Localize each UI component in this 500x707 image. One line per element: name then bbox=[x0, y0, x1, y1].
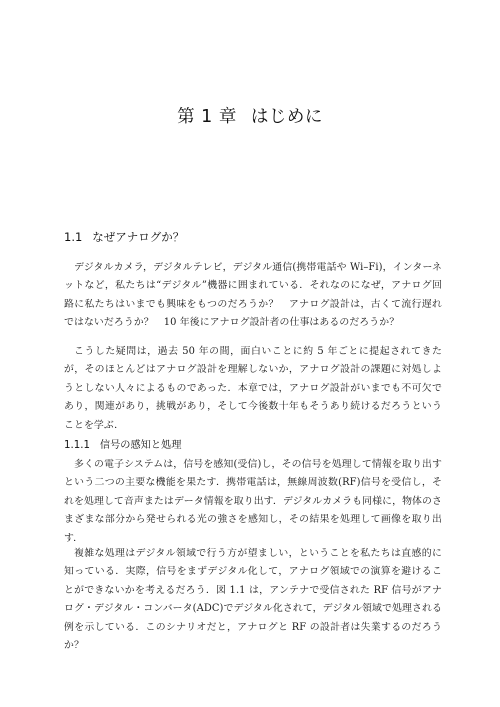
chapter-title-text: はじめに bbox=[250, 107, 323, 127]
subsection-number: 1.1.1 bbox=[64, 440, 90, 451]
subsection-title: 信号の感知と処理 bbox=[99, 440, 182, 451]
section-number: 1.1 bbox=[64, 230, 83, 244]
chapter-title bbox=[0, 103, 500, 128]
paragraph-sensing: 多くの電子システムは，信号を感知(受信)し，その信号を処理して情報を取り出すという二つの主要な機能を果たす．携帯電話は，無線周波数(RF)信号を受信し，それを処理して音声またはデータ情報を取り出す．デジタルカメラも同様に，物体のさまざまな部分から発せられる光の強さを感知し，その結果を処理して画像を取り出す． bbox=[64, 459, 442, 544]
paragraph-processing: 複雑な処理はデジタル領域で行う方が望ましい，ということを私たちは直感的に知っている．実際，信号をまずデジタル化して，アナログ領域での演算を避けることができないかを考えるだろう．図 1.1 は，アンテナで受信された RF 信号がアナログ・デジタル・コンバータ(ADC)でデジタル化されて，デジタル領域で処理される例を示している．このシナリオだと，アナログと RF の設計者は失業するのだろうか？ bbox=[64, 548, 442, 652]
paragraph-intro: デジタルカメラ，デジタルテレビ，デジタル通信(携帯電話や Wi–Fi)，インターネットなど，私たちは“デジタル”機器に囲まれている．それなのになぜ，アナログ回路に私たちはいまでも興味をもつのだろうか？ アナログ設計は，古くて流行遅れではないだろうか？ 10 年後にアナログ設計者の仕事はあるのだろうか？ bbox=[64, 262, 442, 329]
subsection-heading bbox=[64, 436, 181, 451]
chapter-number: 第 1 章 bbox=[177, 107, 237, 127]
paragraph-questions: こうした疑問は，過去 50 年の間，面白いことに約 5 年ごとに提起されてきたが，そのほとんどはアナログ設計を理解しないか，アナログ設計の課題に対処しようとしない人々によるものであった．本章では，アナログ設計がいまでも不可欠であり，関連があり，挑戦があり，そして今後数十年もそうあり続けるだろうということを学ぶ． bbox=[64, 346, 442, 431]
section-title: なぜアナログか？ bbox=[92, 230, 185, 244]
section-heading bbox=[64, 229, 184, 245]
